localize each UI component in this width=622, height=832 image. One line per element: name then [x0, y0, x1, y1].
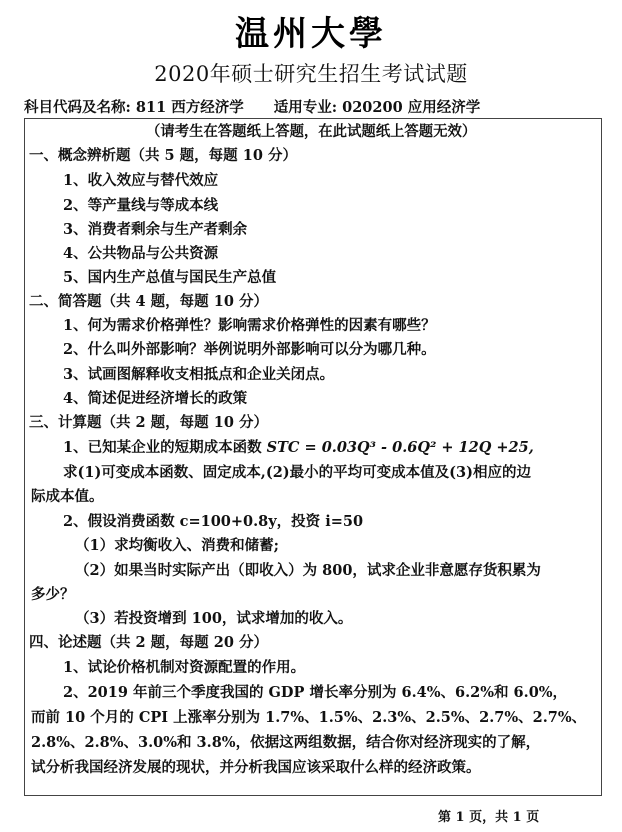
question-box: [24, 118, 602, 796]
s4-q2-line4: 试分析我国经济发展的现状，并分析我国应该采取什么样的经济政策。: [31, 759, 481, 776]
section-1-title: 一、概念辨析题（共 5 题，每题 10 分）: [29, 147, 297, 164]
university-logo: 温州大學: [235, 14, 387, 54]
s4-q2-line3: 2.8%、2.8%、3.0%和 3.8%，依据这两组数据，结合你对经济现实的了解，: [31, 734, 541, 751]
subject-label: 科目代码及名称: 811 西方经济学: [24, 99, 244, 116]
s3-q2-sub2-line2: 多少？: [31, 586, 75, 603]
section-3-title: 三、计算题（共 2 题，每题 10 分）: [29, 414, 268, 431]
s4-q2-line2: 而前 10 个月的 CPI 上涨率分别为 1.7%、1.5%、2.3%、2.5%、2.7%、2.7%、: [31, 709, 587, 726]
exam-title: 2020年硕士研究生招生考试试题: [154, 62, 468, 86]
s1-item-3: 3、消费者剩余与生产者剩余: [63, 221, 248, 238]
s2-item-3: 3、试画图解释收支相抵点和企业关闭点。: [63, 366, 335, 383]
answer-notice: （请考生在答题纸上答题，在此试题纸上答题无效）: [146, 123, 477, 140]
s3-q1-line1: [63, 437, 534, 459]
s4-q2-line1: 2、2019 年前三个季度我国的 GDP 增长率分别为 6.4%、6.2%和 6.0%，: [63, 684, 568, 701]
s2-item-4: 4、简述促进经济增长的政策: [63, 390, 248, 407]
s1-item-2: 2、等产量线与等成本线: [63, 197, 219, 214]
s3-q2-sub3: （3）若投资增到 100，试求增加的收入。: [75, 610, 353, 627]
major-label: 适用专业: 020200 应用经济学: [273, 99, 481, 116]
s3-q1-line2: 求(1)可变成本函数、固定成本,(2)最小的平均可变成本值及(3)相应的边: [63, 464, 531, 481]
section-2-title: 二、简答题（共 4 题，每题 10 分）: [29, 293, 268, 310]
s3-q1-line3: 际成本值。: [31, 488, 104, 505]
s1-item-1: 1、收入效应与替代效应: [63, 172, 219, 189]
subject-line: [24, 96, 604, 117]
s3-q2-line1: 2、假设消费函数 c=100+0.8y，投资 i=50: [63, 513, 364, 530]
s1-item-4: 4、公共物品与公共资源: [63, 245, 219, 262]
page-footer: 第 1 页，共 1 页: [438, 810, 540, 825]
s3-q1-formula: STC = 0.03Q³ - 0.6Q² + 12Q +25,: [266, 439, 534, 456]
s1-item-5: 5、国内生产总值与国民生产总值: [63, 269, 277, 286]
s4-q1: 1、试论价格机制对资源配置的作用。: [63, 659, 306, 676]
s3-q2-sub1: （1）求均衡收入、消费和储蓄;: [75, 537, 279, 554]
s3-q1-prefix: 1、已知某企业的短期成本函数: [63, 439, 267, 456]
s2-item-2: 2、什么叫外部影响？举例说明外部影响可以分为哪几种。: [63, 341, 436, 358]
section-4-title: 四、论述题（共 2 题，每题 20 分）: [29, 634, 268, 651]
s3-q2-sub2-line1: （2）如果当时实际产出（即收入）为 800，试求企业非意愿存货积累为: [75, 562, 541, 579]
s2-item-1: 1、何为需求价格弹性？影响需求价格弹性的因素有哪些？: [63, 317, 436, 334]
